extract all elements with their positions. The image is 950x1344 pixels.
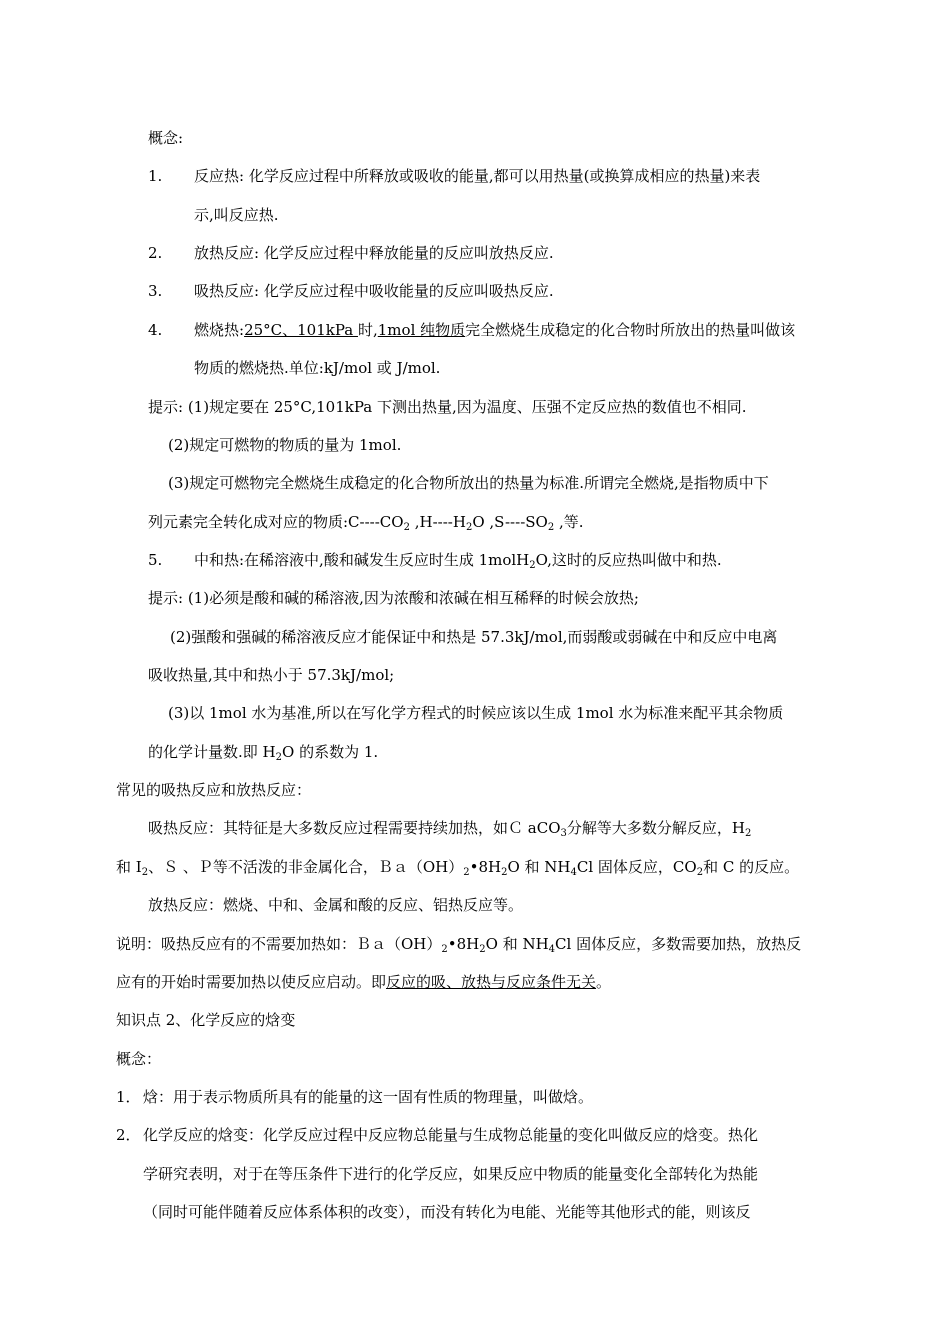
item-2-text: 放热反应: 化学反应过程中释放能量的反应叫放热反应. — [194, 244, 554, 262]
enthalpy-item-1-number: 1． — [116, 1088, 141, 1106]
enthalpy-concept-heading: 概念： — [116, 1050, 162, 1068]
enthalpy-item-2-line-2: 学研究表明，对于在等压条件下进行的化学反应，如果反应中物质的能量变化全部转化为热能 — [143, 1165, 759, 1183]
tip-2-line-1: 提示: (1)必须是酸和碱的稀溶液,因为浓酸和浓碱在相互稀释的时候会放热; — [148, 589, 639, 607]
section-title-reactions: 常见的吸热反应和放热反应： — [116, 781, 312, 799]
item-1-text: 反应热: 化学反应过程中所释放或吸收的能量,都可以用热量(或换算成相应的热量)来表 — [194, 167, 761, 185]
concept-heading: 概念: — [148, 129, 184, 147]
item-2-number: 2. — [148, 244, 163, 262]
enthalpy-item-1-text: 焓：用于表示物质所具有的能量的这一固有性质的物理量，叫做焓。 — [143, 1088, 594, 1106]
tip-1-line-4: 列元素完全转化成对应的物质$:C----CO_2$ $,H----H_2O$ $,S----SO_2$ ,等. — [148, 513, 584, 533]
item-5-text: 中和热:在稀溶液中,酸和碱发生反应时生成 1molH$_2$O,这时的反应热叫做中和热. — [194, 551, 722, 571]
endothermic-line-1: 吸热反应：其特征是大多数反应过程需要持续加热，如Ｃ aCO$_3$分解等大多数分解反应，$H_2$ — [148, 819, 752, 839]
item-4-substance: 1mol 纯物质 — [377, 321, 466, 339]
tip-1-line-2: (2)规定可燃物的物质的量为 1mol. — [168, 436, 402, 454]
endothermic-line-2: 和 $I_2$、Ｓ 、Ｐ等不活泼的非金属化合，$Ba(OH)_2•8H_2O$ 和 $NH_4Cl$ 固体反应，$CO_2$和 C 的反应。 — [116, 858, 800, 878]
item-4-number: 4. — [148, 321, 163, 339]
enthalpy-item-2-number: 2． — [116, 1126, 141, 1144]
exothermic-line: 放热反应：燃烧、中和、金属和酸的反应、铝热反应等。 — [148, 896, 524, 914]
note-key-point: 反应的吸、放热与反应条件无关 — [386, 973, 597, 991]
enthalpy-item-2-line-1: 化学反应的焓变：化学反应过程中反应物总能量与生成物总能量的变化叫做反应的焓变。热化 — [143, 1126, 759, 1144]
tip-2-line-5: 的化学计量数.即 $H_2O$ 的系数为 1. — [148, 743, 379, 763]
note-line-2: 应有的开始时需要加热以使反应启动。即反应的吸、放热与反应条件无关。 — [116, 973, 612, 991]
item-3-text: 吸热反应: 化学反应过程中吸收能量的反应叫吸热反应. — [194, 282, 554, 300]
item-1-number: 1. — [148, 167, 163, 185]
tip-1-line-3: (3)规定可燃物完全燃烧生成稳定的化合物所放出的热量为标准.所谓完全燃烧,是指物质中下 — [168, 474, 769, 492]
item-4-term: 燃烧热: — [194, 321, 245, 339]
item-4-text: 燃烧热:25°C、101kPa 时,1mol 纯物质完全燃烧生成稳定的化合物时所放出的热量叫做该 — [194, 321, 796, 339]
tip-2-line-4: (3)以 1mol 水为基准,所以在写化学方程式的时候应该以生成 1mol 水为标准来配平其余物质 — [168, 704, 784, 722]
item-1-text-cont: 示,叫反应热. — [194, 206, 279, 224]
item-4-text-cont: 物质的燃烧热.单位:kJ/mol 或 J/mol. — [194, 359, 441, 377]
tip-2-line-3: 吸收热量,其中和热小于 57.3kJ/mol; — [148, 666, 395, 684]
tip-2-line-2: (2)强酸和强碱的稀溶液反应才能保证中和热是 57.3kJ/mol,而弱酸或弱碱在中和反应中电离 — [170, 628, 778, 646]
item-4-condition: 25°C、101kPa — [244, 321, 358, 339]
note-line-1: 说明：吸热反应有的不需要加热如：$Ba(OH)_2•8H_2O$ 和 $NH_4Cl$ 固体反应，多数需要加热，放热反 — [116, 935, 802, 955]
item-3-number: 3. — [148, 282, 163, 300]
tip-1-line-1: 提示: (1)规定要在 25°C,101kPa 下测出热量,因为温度、压强不定反应热的数值也不相同. — [148, 398, 747, 416]
item-5-number: 5. — [148, 551, 163, 569]
section-title-enthalpy: 知识点 2、化学反应的焓变 — [116, 1011, 296, 1029]
enthalpy-item-2-line-3: （同时可能伴随着反应体系体积的改变），而没有转化为电能、光能等其他形式的能，则该反 — [143, 1203, 751, 1221]
